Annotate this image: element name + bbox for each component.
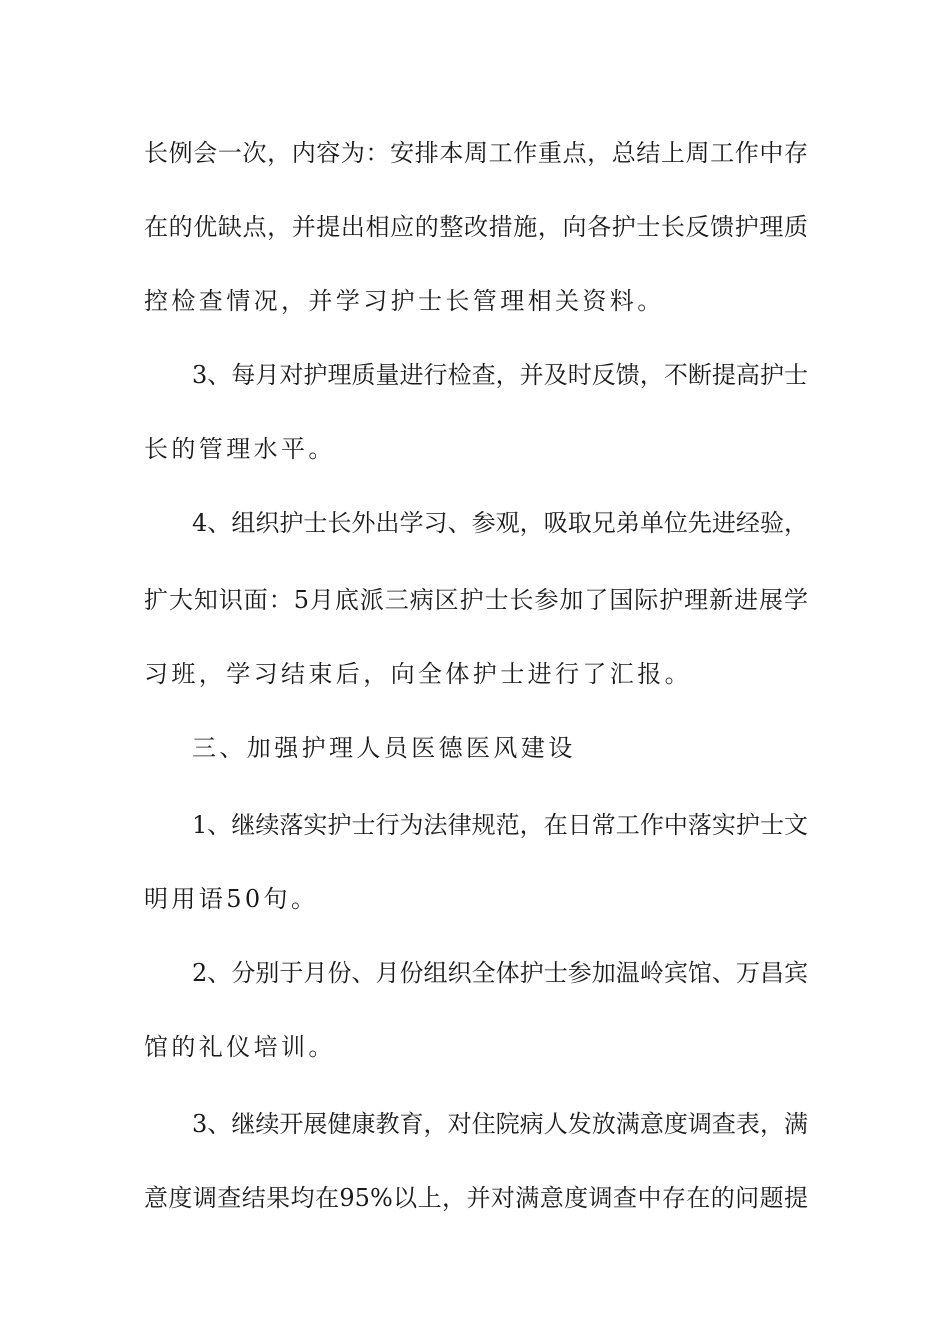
text-line-11: 明用语50句。 [144, 885, 319, 913]
text-line-6: 4、组织护士长外出学习、参观，吸取兄弟单位先进经验， [192, 509, 808, 537]
text-line-1: 长例会一次，内容为：安排本周工作重点，总结上周工作中存 [144, 139, 808, 167]
text-line-7: 扩大知识面：5月底派三病区护士长参加了国际护理新进展学 [144, 586, 808, 614]
text-line-14: 3、继续开展健康教育，对住院病人发放满意度调查表，满 [192, 1110, 808, 1138]
text-line-5: 长的管理水平。 [144, 435, 336, 463]
text-line-2: 在的优缺点，并提出相应的整改措施，向各护士长反馈护理质 [144, 213, 808, 241]
text-line-4: 3、每月对护理质量进行检查，并及时反馈，不断提高护士 [192, 361, 808, 389]
text-line-12: 2、分别于月份、月份组织全体护士参加温岭宾馆、万昌宾 [192, 959, 808, 987]
text-line-15: 意度调查结果均在95%以上，并对满意度调查中存在的问题提 [144, 1184, 808, 1212]
text-line-3: 控检查情况，并学习护士长管理相关资料。 [144, 287, 665, 315]
text-line-8: 习班，学习结束后，向全体护士进行了汇报。 [144, 660, 692, 688]
section-heading: 三、加强护理人员医德医风建设 [192, 734, 576, 762]
text-line-13: 馆的礼仪培训。 [144, 1033, 336, 1061]
text-line-10: 1、继续落实护士行为法律规范，在日常工作中落实护士文 [192, 811, 808, 839]
